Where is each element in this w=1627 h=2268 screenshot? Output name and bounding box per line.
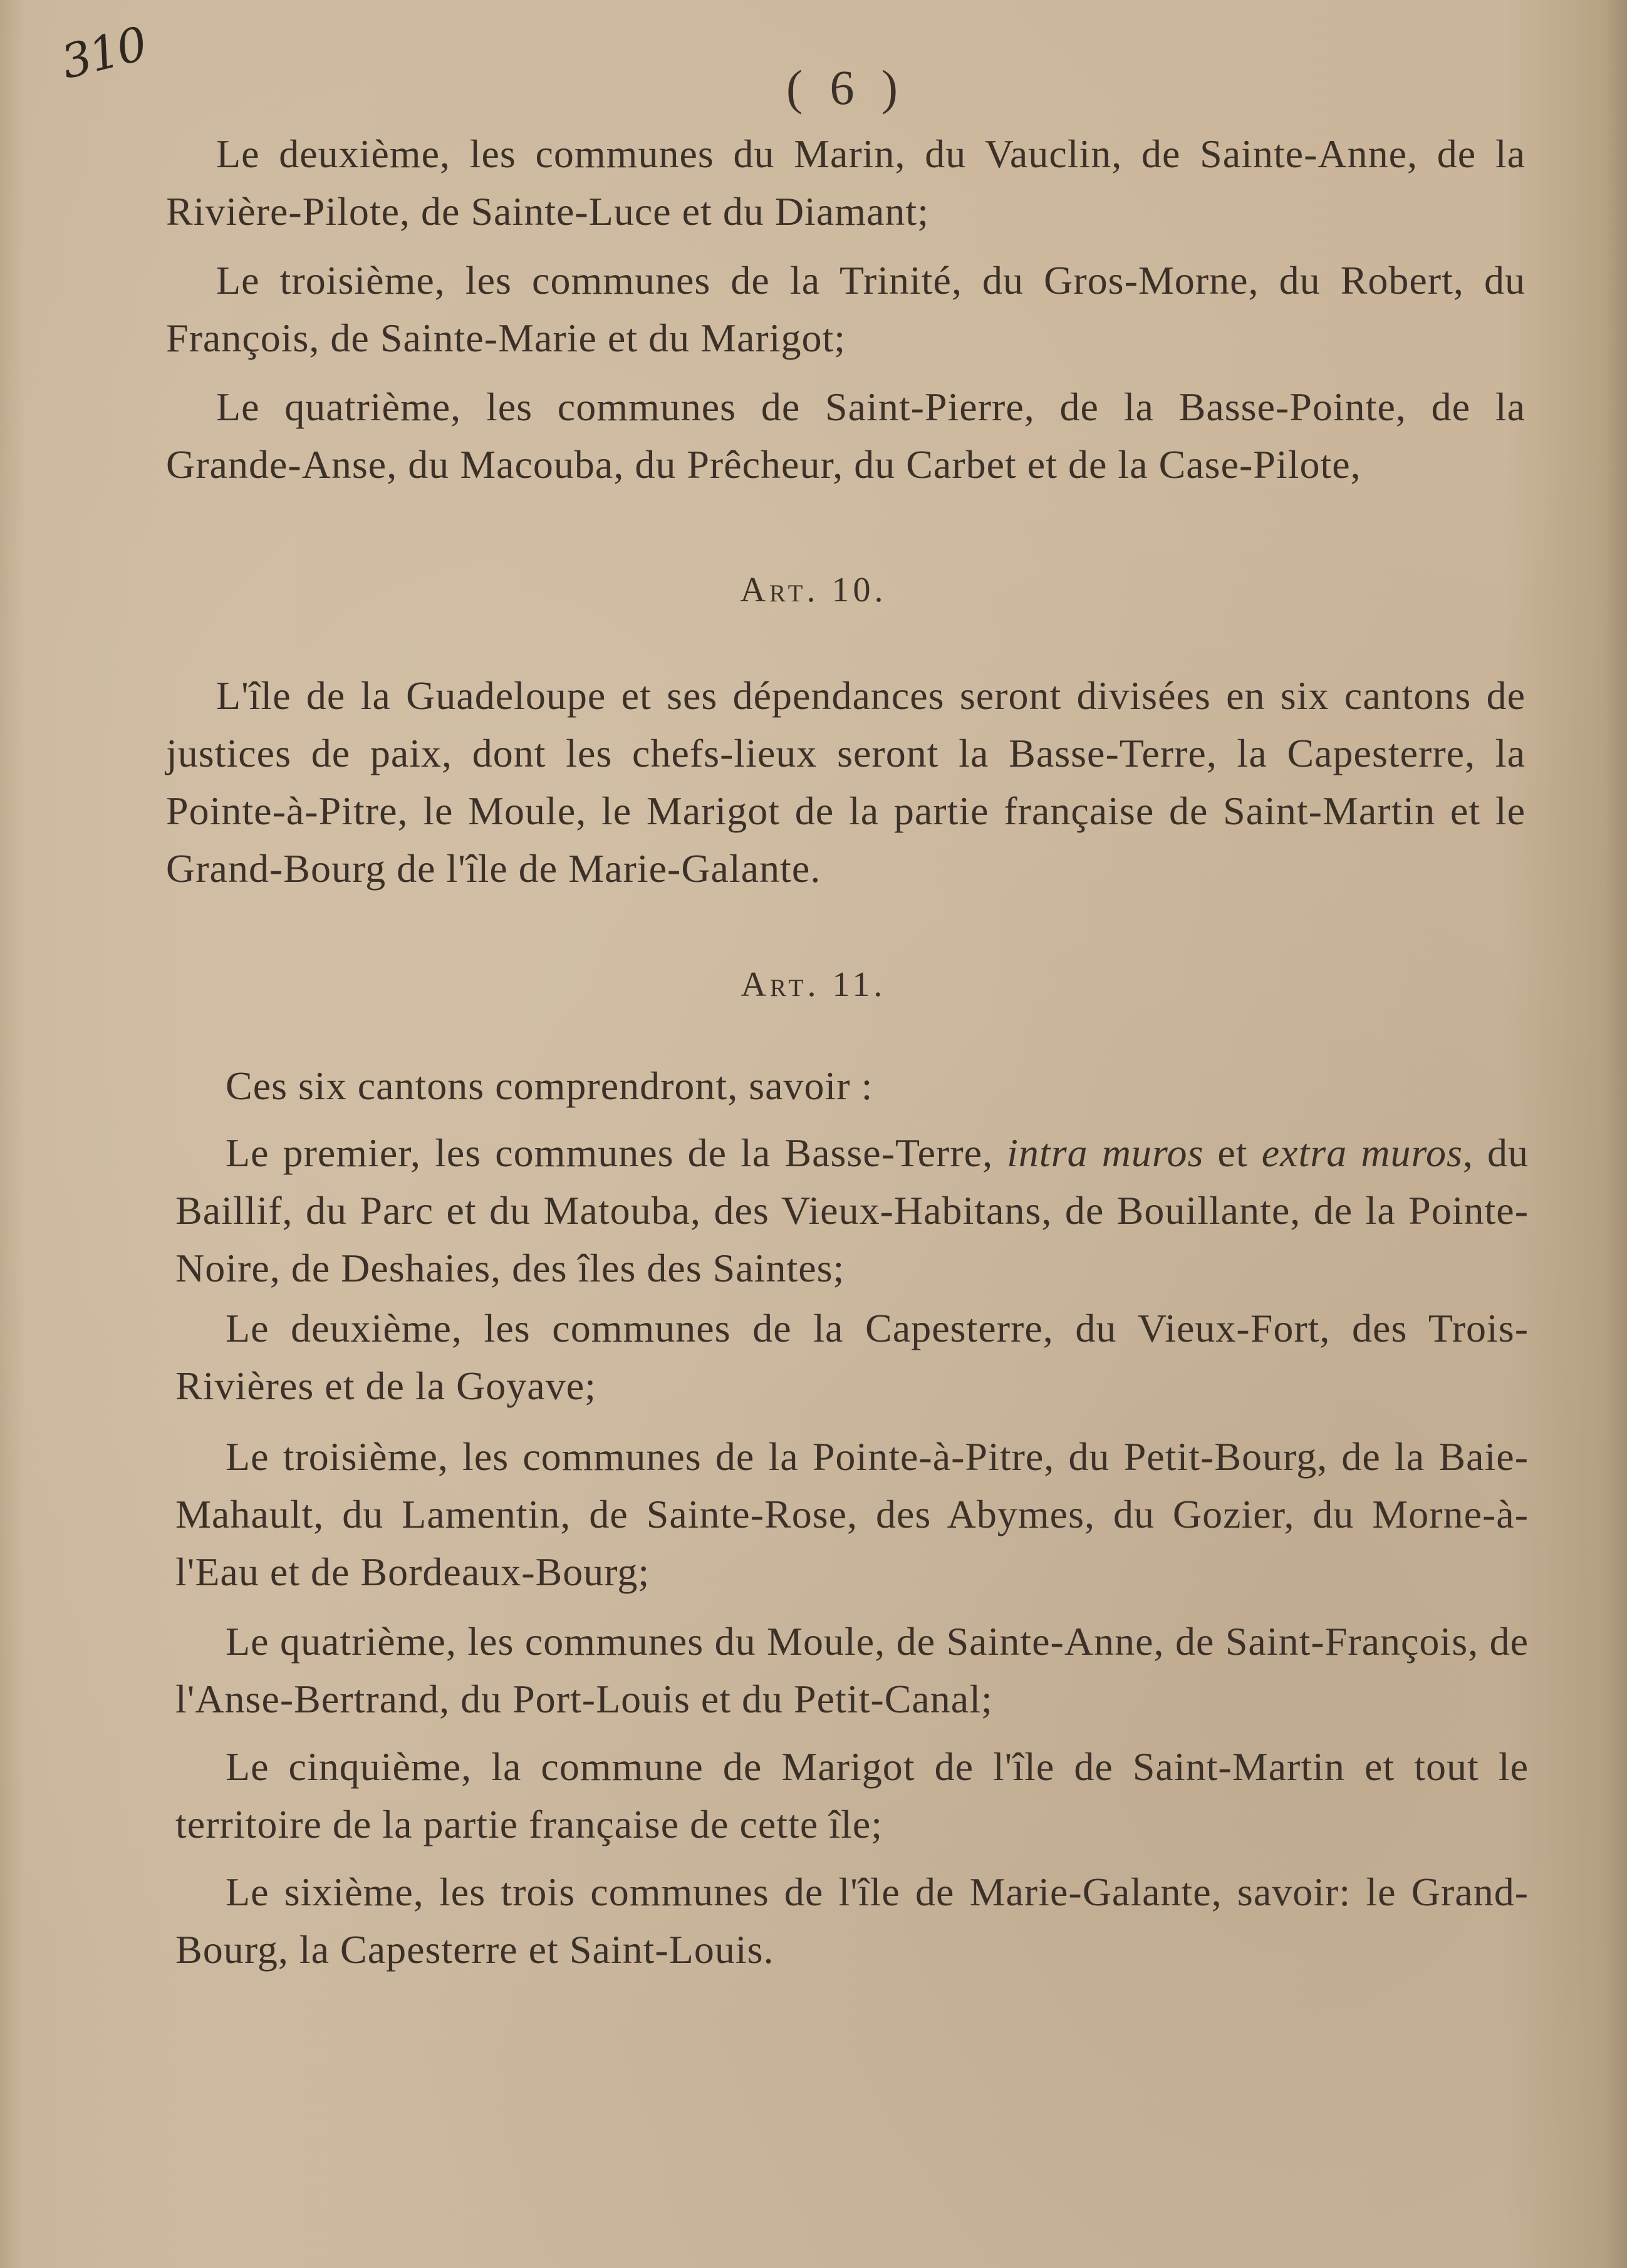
- premier-text-start: Le premier, les communes de la Basse-Terre,: [226, 1131, 1007, 1175]
- paragraph-cinquieme-guadeloupe: Le cinquième, la commune de Marigot de l'île de Saint-Martin et tout le territoire de la partie française de cette île;: [175, 1744, 1529, 1846]
- handwritten-margin-note: 310: [56, 16, 152, 90]
- paragraph-troisieme-martinique: Le troisième, les communes de la Trinité, du Gros-Morne, du Robert, du François, de Sainte-Marie et du Marigot;: [166, 258, 1526, 360]
- page-number: ( 6 ): [786, 60, 905, 115]
- premier-text-middle: et: [1203, 1131, 1262, 1175]
- premier-italic-extra: extra muros: [1261, 1131, 1463, 1175]
- paragraph-deuxieme-martinique: Le deuxième, les communes du Marin, du Vauclin, de Sainte-Anne, de la Rivière-Pilote, de Sainte-Luce et du Diamant;: [166, 132, 1526, 234]
- paragraph-troisieme-guadeloupe: Le troisième, les communes de la Pointe-à-Pitre, du Petit-Bourg, de la Baie-Mahault, du Lamentin, de Sainte-Rose, des Abymes, du Gozier, du Morne-à-l'Eau et de Bordeaux-Bourg;: [175, 1434, 1529, 1594]
- article-11-intro: Ces six cantons comprendront, savoir :: [226, 1064, 873, 1108]
- premier-italic-intra: intra muros: [1007, 1131, 1204, 1175]
- paragraph-premier-guadeloupe: [175, 1124, 1529, 1297]
- paragraph-deuxieme-guadeloupe: Le deuxième, les communes de la Capesterre, du Vieux-Fort, des Trois-Rivières et de la Goyave;: [175, 1306, 1529, 1408]
- article-10-paragraph: L'île de la Guadeloupe et ses dépendances seront divisées en six cantons de justices de paix, dont les chefs-lieux seront la Basse-Terre, la Capesterre, la Pointe-à-Pitre, le Moule, le Marigot de la partie française de Saint-Martin et le Grand-Bourg de l'île de Marie-Galante.: [166, 673, 1526, 891]
- paragraph-sixieme-guadeloupe: Le sixième, les trois communes de l'île de Marie-Galante, savoir: le Grand-Bourg, la Capesterre et Saint-Louis.: [175, 1870, 1529, 1972]
- paragraph-quatrieme-martinique: Le quatrième, les communes de Saint-Pierre, de la Basse-Pointe, de la Grande-Anse, du Macouba, du Prêcheur, du Carbet et de la Case-Pilote,: [166, 385, 1526, 487]
- article-11-heading: Art. 11.: [741, 965, 886, 1004]
- article-10-heading: Art. 10.: [740, 571, 887, 609]
- paragraph-quatrieme-guadeloupe: Le quatrième, les communes du Moule, de Sainte-Anne, de Saint-François, de l'Anse-Bertrand, du Port-Louis et du Petit-Canal;: [175, 1619, 1529, 1721]
- premier-text-end: , du Baillif, du Parc et du Matouba, des Vieux-Habitans, de Bouillante, de la Pointe-Noire, de Deshaies, des îles des Saintes;: [175, 1131, 1529, 1290]
